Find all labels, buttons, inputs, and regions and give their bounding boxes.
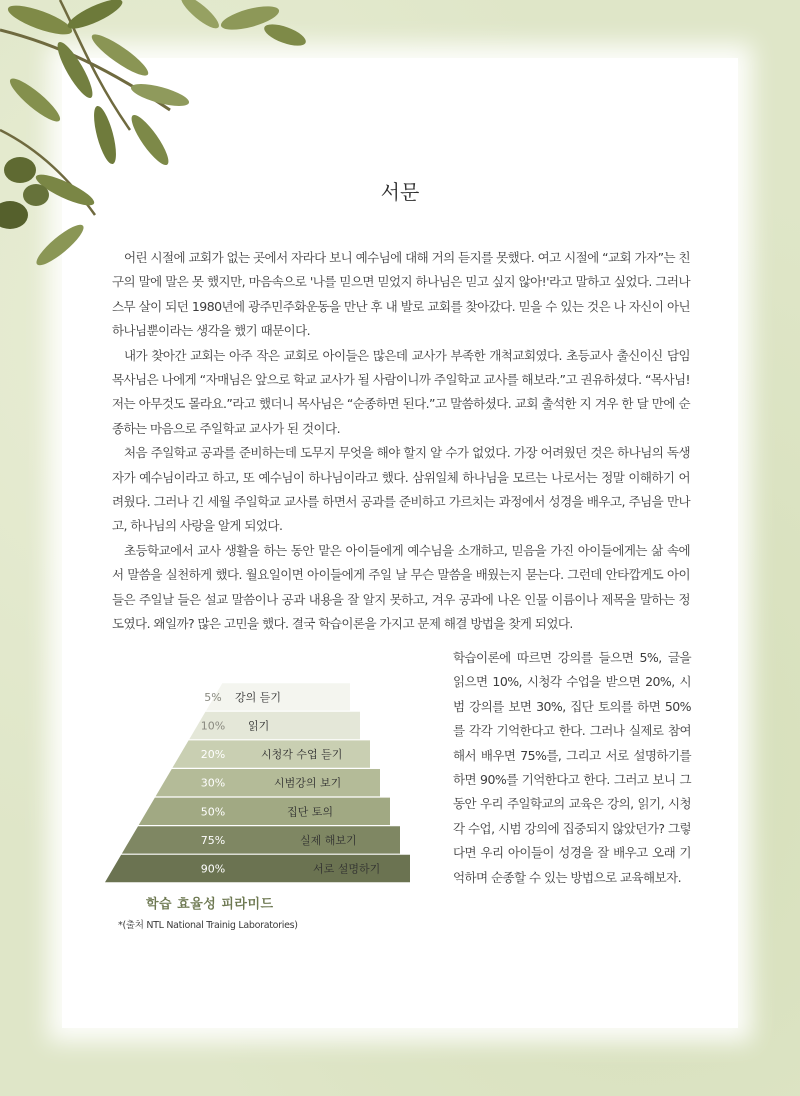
learning-pyramid xyxy=(105,682,415,887)
pyramid-label-3: 시청각 수업 듣기 xyxy=(261,748,343,762)
pyramid-caption: 학습 효율성 피라미드 xyxy=(146,897,274,912)
paragraph-2: 내가 찾아간 교회는 아주 작은 교회로 아이들은 많은데 교사가 부족한 개척교회였다. 초등교사 출신이신 담임 목사님은 나에게 “자매님은 앞으로 학교 교사가 될 사람이니까 주일학교 교사를 해보라.”고 권유하셨다. “목사님! 저는 아무것도 몰라요.”라고 했더니 목사님은 “순종하면 된다.”고 말씀하셨다. 교회 출석한 지 겨우 한 달 만에 순종하는 마음으로 주일학교 교사가 된 것이다. xyxy=(112,347,690,436)
pyramid-percent-2: 10% xyxy=(200,719,226,733)
body-text xyxy=(112,246,690,637)
olive-branch-decoration xyxy=(0,0,320,270)
pyramid-level-5 xyxy=(139,798,390,825)
pyramid-percent-5: 50% xyxy=(200,805,226,819)
pyramid-label-5: 집단 토의 xyxy=(287,805,334,819)
pyramid-source: *(출처 NTL National Trainig Laboratories) xyxy=(118,920,298,931)
pyramid-level-6 xyxy=(122,826,400,853)
pyramid-label-1: 강의 듣기 xyxy=(235,690,282,704)
pyramid-label-2: 읽기 xyxy=(248,719,270,733)
side-paragraph: 학습이론에 따르면 강의를 들으면 5%, 글을 읽으면 10%, 시청각 수업을 받으면 20%, 시범 강의를 보면 30%, 집단 토의를 하면 50%를 각각 기억한다고 한다. 그러나 실제로 참여해서 배우면 75%를, 그리고 서로 설명하기를 하면 90%를 기억한다고 한다. 그러고 보니 그동안 우리 주일학교의 교육은 강의, 읽기, 시청각 수업, 시범 강의에 집중되지 않았던가? 그렇다면 우리 아이들이 성경을 잘 배우고 오래 기억하며 순종할 수 있는 방법으로 교육해보자. xyxy=(453,650,691,885)
pyramid-percent-7: 90% xyxy=(200,862,226,876)
paragraph-3: 처음 주일학교 공과를 준비하는데 도무지 무엇을 해야 할지 알 수가 없었다. 가장 어려웠던 것은 하나님의 독생자가 예수님이라고 하고, 또 예수님이 하나님이라고 했다. 삼위일체 하나님을 모르는 나로서는 정말 이해하기 어려웠다. 그러나 긴 세월 주일학교 교사를 하면서 공과를 준비하고 가르치는 과정에서 성경을 배우고, 주님을 만나고, 하나님의 사랑을 알게 되었다. xyxy=(112,445,690,534)
paragraph-4: 초등학교에서 교사 생활을 하는 동안 맡은 아이들에게 예수님을 소개하고, 믿음을 가진 아이들에게는 삶 속에서 말씀을 실천하게 했다. 월요일이면 아이들에게 주일 날 무슨 말씀을 배웠는지 묻는다. 그런데 안타깝게도 아이들은 주일날 들은 설교 말씀이나 공과 내용을 잘 알지 못하고, 겨우 공과에 나온 인물 이름이나 제목을 말하는 정도였다. 왜일까? 많은 고민을 했다. 결국 학습이론을 가지고 문제 해결 방법을 찾게 되었다. xyxy=(112,542,690,632)
pyramid-label-7: 서로 설명하기 xyxy=(313,862,381,876)
pyramid-percent-4: 30% xyxy=(200,776,226,790)
pyramid-level-4 xyxy=(156,769,380,796)
pyramid-label-4: 시범강의 보기 xyxy=(274,776,342,790)
pyramid-percent-1: 5% xyxy=(204,690,222,704)
pyramid-label-6: 실제 해보기 xyxy=(300,833,357,847)
pyramid-percent-6: 75% xyxy=(200,833,226,847)
pyramid-percent-3: 20% xyxy=(200,748,226,762)
paragraph-1: 어린 시절에 교회가 없는 곳에서 자라다 보니 예수님에 대해 거의 듣지를 못했다. 여고 시절에 “교회 가자”는 친구의 말에 말은 못 했지만, 마음속으로 '나를 믿으면 믿었지 하나님은 믿고 싶지 않아!'라고 말하고 싶었다. 그러나 스무 살이 되던 1980년에 광주민주화운동을 만난 후 내 발로 교회를 찾아갔다. 믿을 수 있는 것은 나 자신이 아닌 하나님뿐이라는 생각을 했기 때문이다. xyxy=(112,250,690,339)
page-title: 서문 xyxy=(380,180,420,204)
